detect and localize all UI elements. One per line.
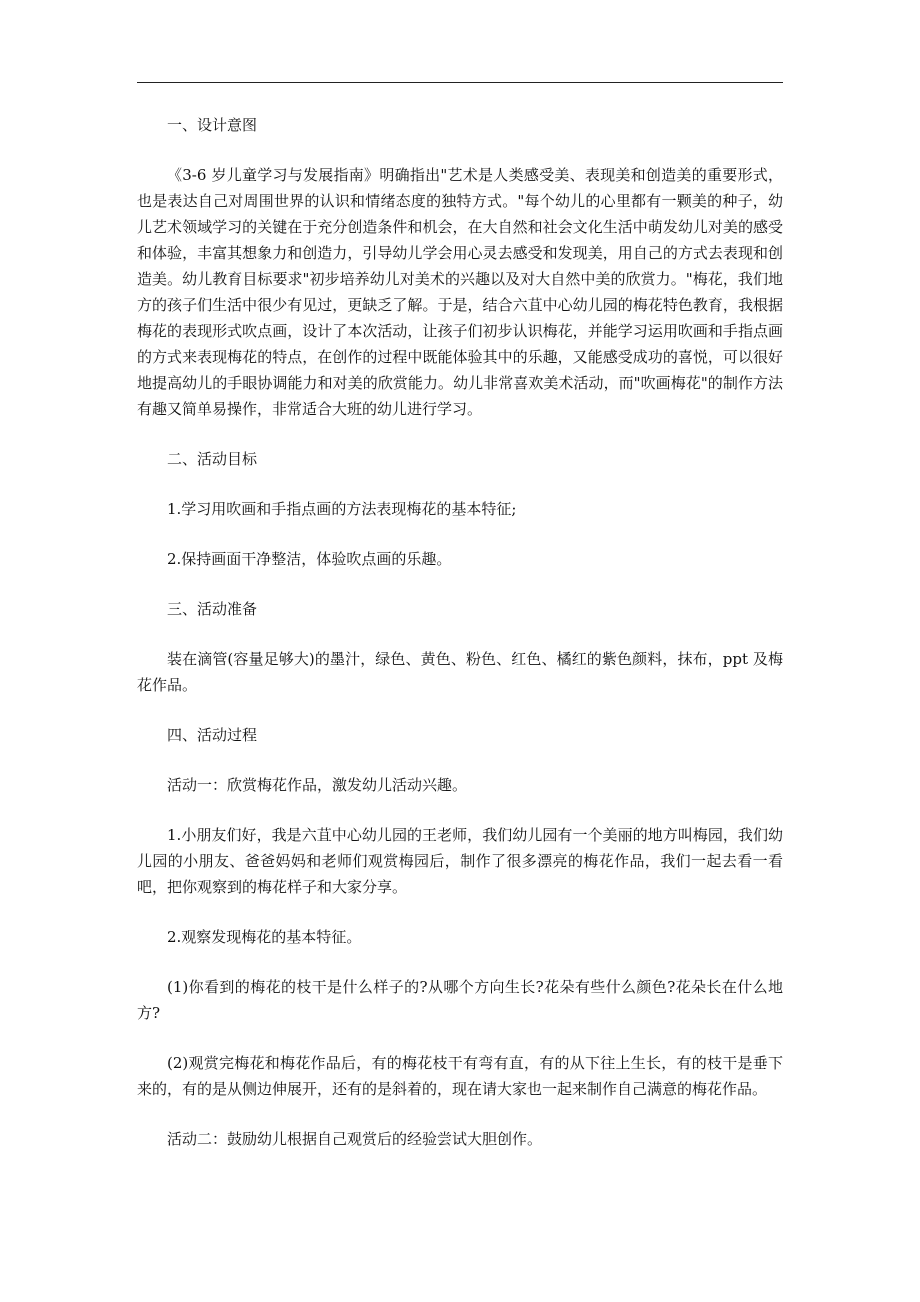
section-heading-activity-goals: 二、活动目标 <box>167 450 258 468</box>
activity-process-paragraph: 活动二：鼓励幼儿根据自己观赏后的经验尝试大胆创作。 <box>167 1130 543 1148</box>
activity-goal-item: 2.保持画面干净整洁，体验吹点画的乐趣。 <box>167 550 452 568</box>
activity-process-paragraph: 活动一：欣赏梅花作品，激发幼儿活动兴趣。 <box>167 776 468 794</box>
activity-process-paragraph: (2)观赏完梅花和梅花作品后，有的梅花枝干有弯有直，有的从下往上生长，有的枝干是垂下来的，有的是从侧边伸展开，还有的是斜着的，现在请大家也一起来制作自己满意的梅花作品。 <box>137 1054 783 1098</box>
document-body <box>137 112 783 1152</box>
section-heading-activity-process: 四、活动过程 <box>167 726 258 744</box>
activity-process-paragraph: 2.观察发现梅花的基本特征。 <box>167 928 362 946</box>
activity-process-paragraph: 1.小朋友们好，我是六苴中心幼儿园的王老师，我们幼儿园有一个美丽的地方叫梅园，我们幼儿园的小朋友、爸爸妈妈和老师们观赏梅园后，制作了很多漂亮的梅花作品，我们一起去看一看吧，把你观察到的梅花样子和大家分享。 <box>137 826 783 896</box>
activity-process-paragraph: (1)你看到的梅花的枝干是什么样子的?从哪个方向生长?花朵有些什么颜色?花朵长在什么地方? <box>137 978 783 1022</box>
section-heading-design-intent: 一、设计意图 <box>167 116 258 134</box>
activity-preparation-paragraph: 装在滴管(容量足够大)的墨汁，绿色、黄色、粉色、红色、橘红的紫色颜料，抹布，ppt 及梅花作品。 <box>137 650 783 694</box>
header-rule <box>137 82 783 83</box>
section-heading-activity-preparation: 三、活动准备 <box>167 600 258 618</box>
activity-goal-item: 1.学习用吹画和手指点画的方法表现梅花的基本特征; <box>167 500 517 518</box>
design-intent-paragraph: 《3-6 岁儿童学习与发展指南》明确指出"艺术是人类感受美、表现美和创造美的重要形式，也是表达自己对周围世界的认识和情绪态度的独特方式。"每个幼儿的心里都有一颗美的种子，幼儿艺术领域学习的关键在于充分创造条件和机会，在大自然和社会文化生活中萌发幼儿对美的感受和体验，丰富其想象力和创造力，引导幼儿学会用心灵去感受和发现美，用自己的方式去表现和创造美。幼儿教育目标要求"初步培养幼儿对美术的兴趣以及对大自然中美的欣赏力。"梅花，我们地方的孩子们生活中很少有见过，更缺乏了解。于是，结合六苴中心幼儿园的梅花特色教育，我根据梅花的表现形式吹点画，设计了本次活动，让孩子们初步认识梅花，并能学习运用吹画和手指点画的方式来表现梅花的特点，在创作的过程中既能体验其中的乐趣，又能感受成功的喜悦，可以很好地提高幼儿的手眼协调能力和对美的欣赏能力。幼儿非常喜欢美术活动，而"吹画梅花"的制作方法有趣又简单易操作，非常适合大班的幼儿进行学习。 <box>137 166 783 418</box>
